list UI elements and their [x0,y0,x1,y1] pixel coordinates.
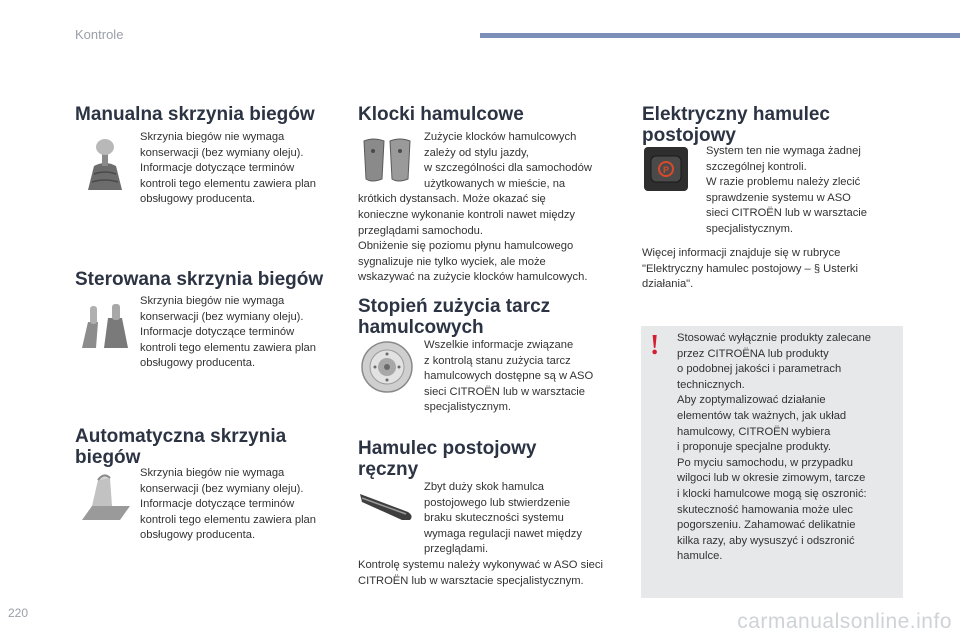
text-line: specjalistycznym. [706,222,794,235]
text-line: zależy od stylu jazdy, [424,146,529,159]
text-line: sieci CITROËN lub w warsztacie [424,385,586,398]
text-line: szczególnej kontroli. [706,160,807,173]
text-line: hamulce. [677,550,723,563]
warning-exclamation-icon: ! [650,330,660,361]
header-title: Kontrole [75,27,124,42]
text-line: i klocki hamulcowe mogą się oszronić: [677,487,867,500]
text-line: obsługowy producenta. [140,357,256,370]
text-line: CITROËN lub w warsztacie specjalistycznym. [358,574,584,587]
text-line: o podobnej jakości i parametrach [677,363,842,376]
text-line: obsługowy producenta. [140,529,256,542]
manual-gearbox-title: Manualna skrzynia biegów [75,104,315,125]
automatic-gearbox-title [75,426,286,468]
brake-pads-title: Klocki hamulcowe [358,104,524,125]
controlled-gearbox-text [140,294,340,372]
automatic-gear-lever-icon [80,470,132,522]
text-line: W razie problemu należy zlecić [706,176,861,189]
controlled-gear-lever-icon [78,300,133,350]
text-line: konserwacji (bez wymiany oleju). [140,146,304,159]
text-line: przez CITROËNA lub produkty [677,347,829,360]
text-line: w szczególności dla samochodów [424,162,592,175]
electric-parking-brake-more-info [642,246,912,293]
text-line: z kontrolą stanu zużycia tarcz [424,354,571,367]
text-line: postojowego lub stwierdzenie [424,496,571,509]
text-line: braku skuteczności systemu [424,512,564,525]
brake-disc-icon [360,340,414,394]
text-line: obsługowy producenta. [140,193,256,206]
text-line: Wszelkie informacje związane [424,339,574,351]
text-line: "Elektryczny hamulec postojowy – § Usterki [642,262,858,275]
text-line: krótkich dystansach. Może okazać się [358,193,546,206]
title-line: postojowy [642,125,736,146]
manual-gear-lever-icon [80,136,130,191]
page-number: 220 [8,606,29,620]
text-line: hamulcowych dostępne są w ASO [424,370,594,383]
watermark: carmanualsonline.info [737,610,952,633]
header-accent-bar [480,33,960,38]
text-line: specjalistycznym. [424,401,512,414]
text-line: Po myciu samochodu, w przypadku [677,456,853,469]
electric-parking-brake-text [706,144,906,238]
text-line: Skrzynia biegów nie wymaga [140,295,285,307]
text-line: kontroli tego elementu zawiera plan [140,513,316,526]
handbrake-title [358,438,536,480]
brake-pads-text [358,130,628,286]
brake-disc-wear-text [424,338,624,416]
text-line: skuteczność hamowania może ulec [677,503,853,516]
text-line: wilgoci lub w okresie zimowym, tarcze [677,472,866,485]
handbrake-text [358,480,628,589]
text-line: sieci CITROËN lub w warsztacie [706,207,868,220]
text-line: kilka razy, aby wysuszyć i odszronić [677,534,855,547]
text-line: Informacje dotyczące terminów [140,498,295,511]
text-line: Kontrolę systemu należy wykonywać w ASO sieci [358,558,603,571]
text-line: Skrzynia biegów nie wymaga [140,467,285,479]
text-line: pogorszeniu. Zahamować delikatnie [677,519,856,532]
text-line: Zużycie klocków hamulcowych [424,131,577,143]
automatic-gearbox-text [140,466,340,544]
text-line: wymaga regulacji nawet między [424,527,582,540]
text-line: hamulcowy, CITROËN wybiera [677,425,831,438]
text-line: Obniżenie się poziomu płynu hamulcowego [358,240,574,253]
text-line: System ten nie wymaga żadnej [706,145,861,157]
title-line: biegów [75,447,141,468]
controlled-gearbox-title: Sterowana skrzynia biegów [75,269,324,290]
text-line: elementów tak ważnych, jak układ [677,409,847,422]
text-line: technicznych. [677,378,745,391]
text-line: Aby zoptymalizować działanie [677,394,826,407]
title-line: Elektryczny hamulec [642,104,830,125]
text-line: Więcej informacji znajduje się w rubryce [642,247,841,259]
text-line: i proponuje specjalne produkty. [677,441,832,454]
title-line: ręczny [358,459,419,480]
text-line: sygnalizuje nie tylko wyciek, ale może [358,255,546,268]
text-line: konserwacji (bez wymiany oleju). [140,482,304,495]
text-line: Informacje dotyczące terminów [140,162,295,175]
text-line: użytkowanych w mieście, na [424,177,566,190]
text-line: konieczne wykonanie kontroli nawet między [358,208,576,221]
text-line: sprawdzenie systemu w ASO [706,191,851,204]
manual-gearbox-text [140,130,340,208]
text-line: wskazywać na zużycie klocków hamulcowych. [358,271,588,284]
svg-text:P: P [662,165,670,175]
title-line: Stopień zużycia tarcz [358,296,551,317]
title-line: Hamulec postojowy [358,438,537,459]
warning-text [677,331,901,565]
title-line: hamulcowych [358,317,484,338]
text-line: kontroli tego elementu zawiera plan [140,341,316,354]
text-line: przeglądami. [424,543,489,556]
brake-disc-wear-title [358,296,550,338]
electric-parking-brake-switch-icon [643,146,689,192]
text-line: konserwacji (bez wymiany oleju). [140,310,304,323]
text-line: Skrzynia biegów nie wymaga [140,131,285,143]
electric-parking-brake-title [642,104,830,146]
title-line: Automatyczna skrzynia [75,426,287,447]
text-line: Zbyt duży skok hamulca [424,481,545,493]
text-line: Stosować wyłącznie produkty zalecane [677,332,872,344]
text-line: działania". [642,278,694,291]
text-line: Informacje dotyczące terminów [140,326,295,339]
text-line: kontroli tego elementu zawiera plan [140,177,316,190]
text-line: przeglądami samochodu. [358,224,483,237]
